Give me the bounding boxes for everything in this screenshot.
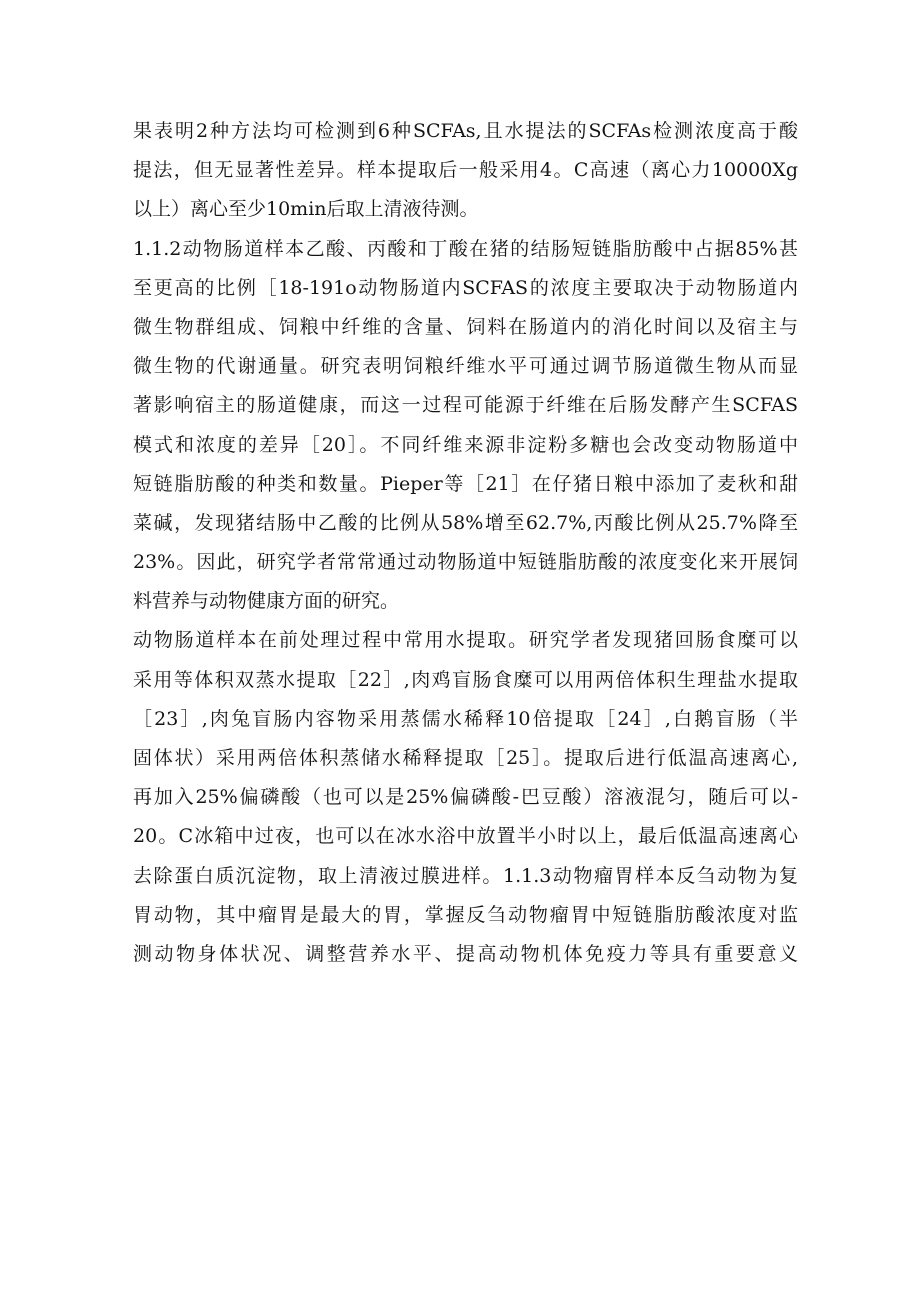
text-line: 动物肠道样本在前处理过程中常用水提取。研究学者发现猪回肠食糜可以 <box>133 629 798 652</box>
text-line: 去除蛋白质沉淀物，取上清液过膜进样。1.1.3动物瘤胃样本反刍动物为复 <box>133 864 798 887</box>
text-line: 1.1.2动物肠道样本乙酸、丙酸和丁酸在猪的结肠短链脂肪酸中占据85%甚 <box>133 237 798 260</box>
text-line: 料营养与动物健康方面的研究。 <box>133 590 400 613</box>
text-line: 微生物群组成、饲粮中纤维的含量、饲料在肠道内的消化时间以及宿主与 <box>133 315 798 338</box>
text-line: 20。C冰箱中过夜，也可以在冰水浴中放置半小时以上，最后低温高速离心 <box>133 825 798 848</box>
text-line: 果表明2种方法均可检测到6种SCFAs,且水提法的SCFAs检测浓度高于酸 <box>133 120 798 142</box>
text-line: 再加入25%偏磷酸（也可以是25%偏磷酸-巴豆酸）溶液混匀，随后可以- <box>133 786 798 809</box>
text-line: 菜碱，发现猪结肠中乙酸的比例从58%增至62.7%,丙酸比例从25.7%降至 <box>133 511 798 534</box>
text-line: 著影响宿主的肠道健康，而这一过程可能源于纤维在后肠发酵产生SCFAS <box>133 394 798 417</box>
text-line: 测动物身体状况、调整营养水平、提高动物机体免疫力等具有重要意义 <box>133 942 798 965</box>
text-line: 采用等体积双蒸水提取［22］,肉鸡盲肠食糜可以用两倍体积生理盐水提取 <box>133 668 798 691</box>
text-line: 模式和浓度的差异［20］。不同纤维来源非淀粉多糖也会改变动物肠道中 <box>133 433 798 456</box>
text-line: 胃动物，其中瘤胃是最大的胃，掌握反刍动物瘤胃中短链脂肪酸浓度对监 <box>133 903 798 926</box>
text-line: 至更高的比例［18-191o动物肠道内SCFAS的浓度主要取决于动物肠道内 <box>133 276 798 299</box>
text-line: 固体状）采用两倍体积蒸储水稀释提取［25］。提取后进行低温高速离心, <box>133 747 798 769</box>
text-line: ［23］,肉兔盲肠内容物采用蒸儒水稀释10倍提取［24］,白鹅盲肠（半 <box>133 707 798 730</box>
text-line: 以上）离心至少10min后取上清液待测。 <box>133 198 479 221</box>
text-line: 23%。因此，研究学者常常通过动物肠道中短链脂肪酸的浓度变化来开展饲 <box>133 551 798 574</box>
body-text <box>133 112 798 974</box>
text-line: 微生物的代谢通量。研究表明饲粮纤维水平可通过调节肠道微生物从而显 <box>133 355 798 378</box>
text-line: 提法，但无显著性差异。样本提取后一般采用4。C高速（离心力10000Xg <box>133 159 798 182</box>
text-line: 短链脂肪酸的种类和数量。Pieper等［21］在仔猪日粮中添加了麦秋和甜 <box>133 472 798 495</box>
